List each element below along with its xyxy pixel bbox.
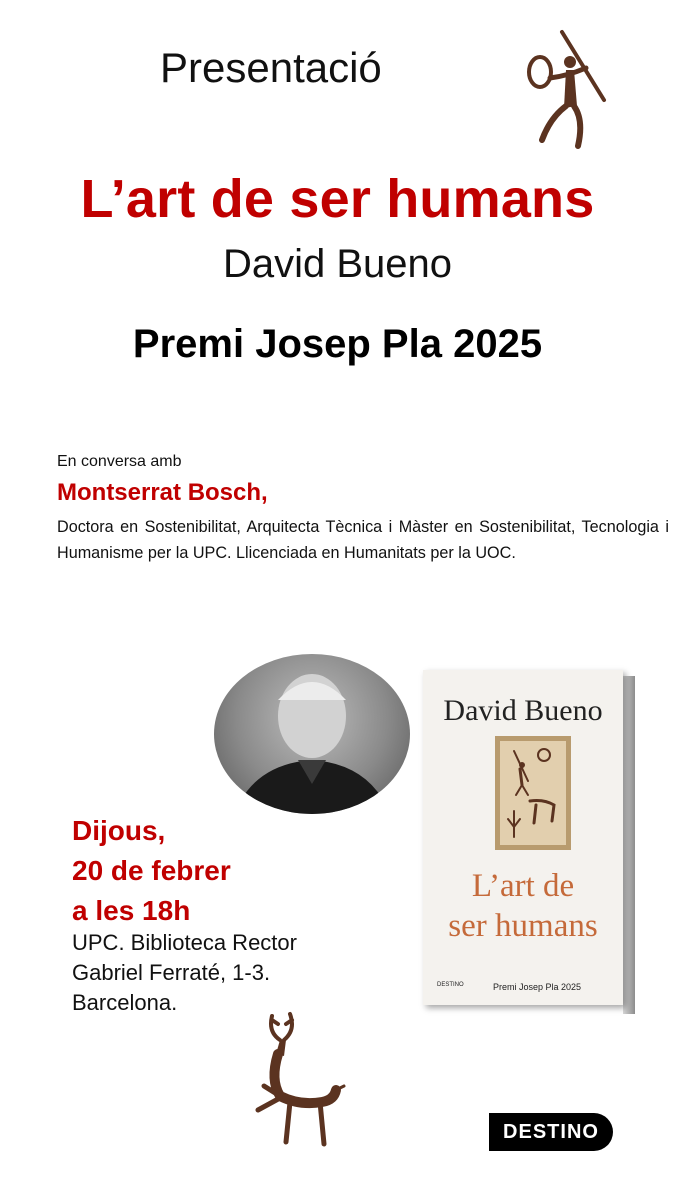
event-venue-line-3: Barcelona. — [72, 990, 178, 1015]
guest-bio: Doctora en Sostenibilitat, Arquitecta Tècnica i Màster en Sostenibilitat, Tecnologia i Humanisme per la UPC. Llicenciada en Humanitats per la UOC. — [57, 518, 669, 562]
award-name: Premi Josep Pla 2025 — [132, 322, 543, 366]
book-spine — [623, 676, 635, 1014]
author-photo — [214, 654, 410, 814]
book-title: L’art de ser humans — [80, 169, 595, 229]
event-date: 20 de febrer — [72, 855, 231, 886]
cover-rock-art-icon — [495, 736, 571, 850]
cover-title-line-1: L’art de — [471, 868, 575, 904]
guest-name: Montserrat Bosch, — [57, 479, 268, 506]
book-cover-image — [423, 670, 623, 1015]
event-type-heading: Presentació — [160, 44, 382, 91]
cover-title-line-2: ser humans — [448, 908, 598, 944]
event-venue-line-1: UPC. Biblioteca Rector — [72, 930, 297, 955]
rock-art-deer-icon — [250, 1010, 350, 1150]
cover-publisher: DESTINO — [437, 982, 464, 988]
publisher-logo: DESTINO — [489, 1113, 613, 1151]
event-time: a les 18h — [72, 895, 191, 926]
rock-art-hunter-icon — [522, 28, 608, 154]
event-day: Dijous, — [72, 815, 166, 846]
event-venue-line-2: Gabriel Ferraté, 1-3. — [72, 960, 271, 985]
conversation-intro: En conversa amb — [57, 453, 182, 470]
book-cover — [423, 670, 623, 1005]
cover-author: David Bueno — [443, 694, 603, 727]
cover-prize: Premi Josep Pla 2025 — [493, 982, 582, 992]
book-author: David Bueno — [222, 242, 453, 286]
